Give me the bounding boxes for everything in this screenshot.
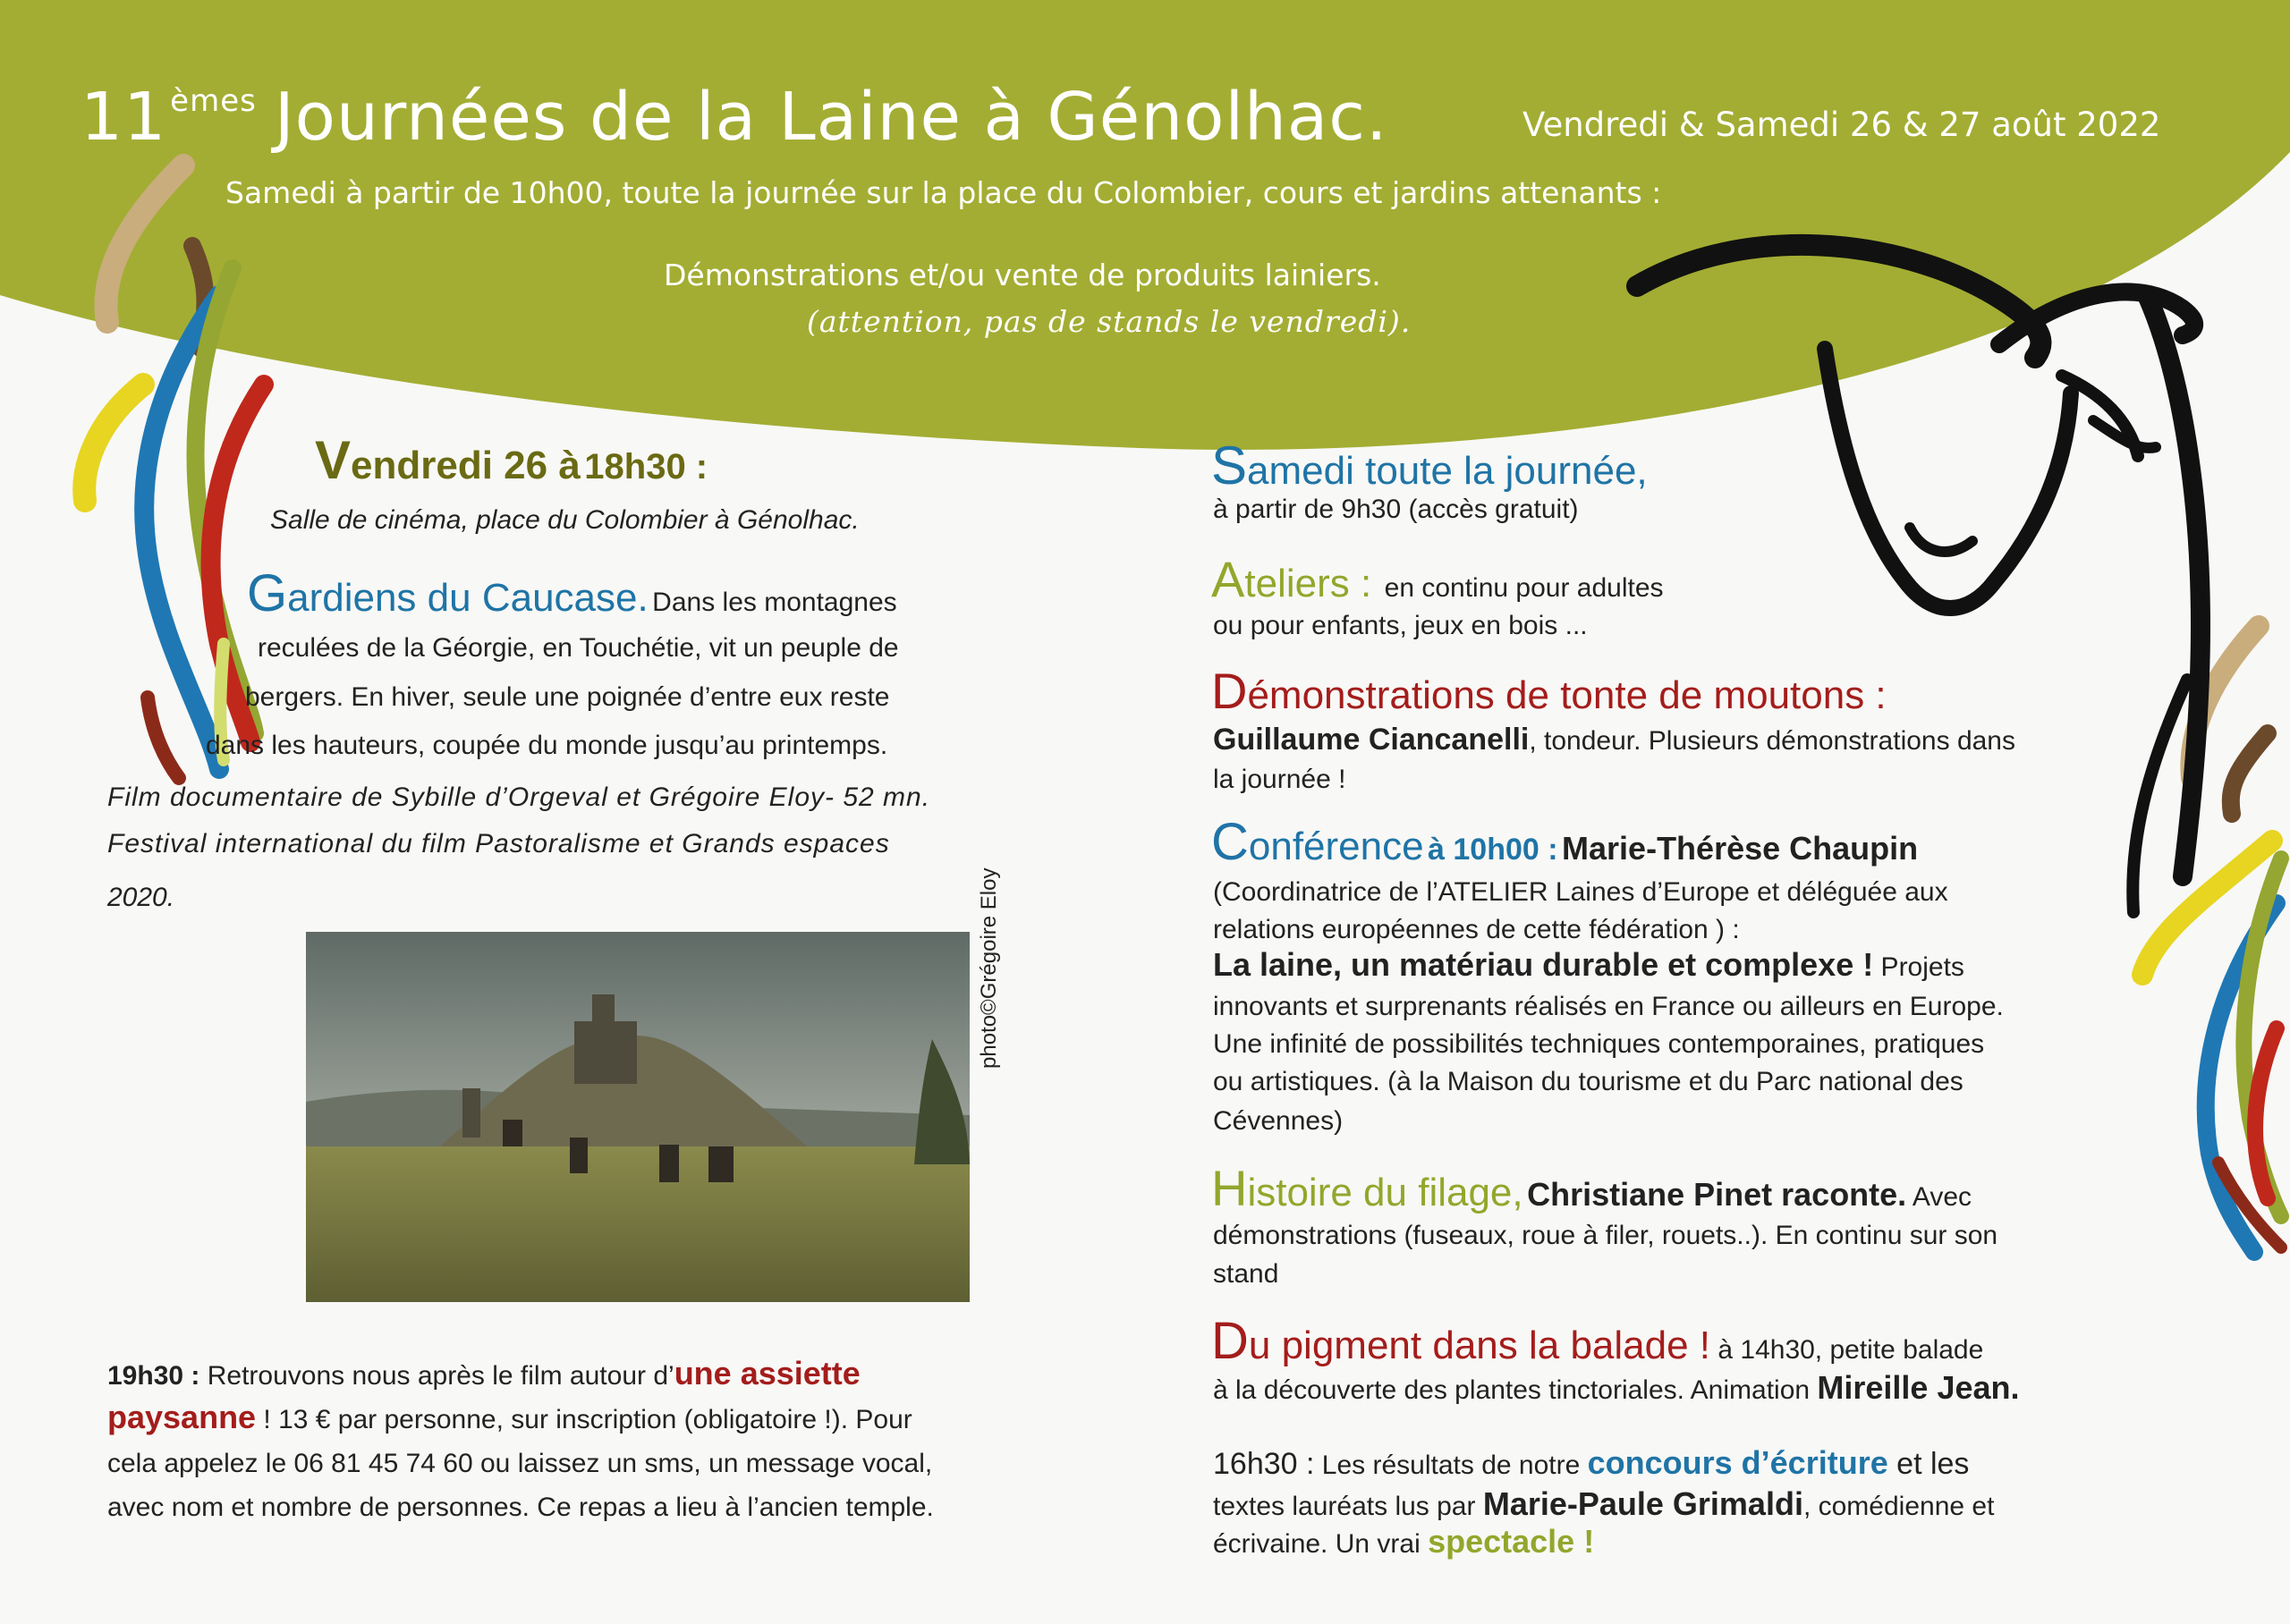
conference-subject: La laine, un matériau durable et complexe ! Projets bbox=[1213, 946, 1964, 983]
friday-note: (attention, pas de stands le vendredi). bbox=[807, 304, 1412, 339]
final-line-1: 16h30 : Les résultats de notre concours d’écriture et les bbox=[1213, 1444, 1970, 1481]
film-desc-line: reculées de la Géorgie, en Touchétie, vit un peuple de bbox=[258, 633, 899, 663]
photo-credit: photo©Grégoire Eloy bbox=[977, 867, 1001, 1069]
saturday-access: à partir de 9h30 (accès gratuit) bbox=[1213, 495, 1579, 524]
history-heading: Histoire du filage, Christiane Pinet raconte. Avec bbox=[1211, 1160, 1972, 1216]
dinner-block: 19h30 : Retrouvons nous après le film autour d’une assiette paysanne ! 13 € par personne, sur inscription (obligatoire !). Pour cela appelez le 06 81 45 74 60 ou laissez un sms, un message vocal, avec nom et nombre de personnes. Ce repas a lieu à l’ancien temple. bbox=[107, 1355, 934, 1522]
conference-desc: ou artistiques. (à la Maison du tourisme et du Parc national des bbox=[1213, 1067, 1963, 1096]
conference-desc: innovants et surprenants réalisés en France ou ailleurs en Europe. bbox=[1213, 992, 2004, 1021]
header-arc bbox=[0, 0, 2290, 450]
pigment-desc: à la découverte des plantes tinctoriales. Animation Mireille Jean. bbox=[1213, 1369, 2020, 1406]
edition-number: 11 bbox=[81, 79, 167, 156]
film-desc-line: dans les hauteurs, coupée du monde jusqu’au printemps. bbox=[206, 731, 888, 760]
conference-desc: (Coordinatrice de l’ATELIER Laines d’Europe et déléguée aux bbox=[1213, 877, 1948, 907]
demo-heading: Démonstrations de tonte de moutons : bbox=[1211, 663, 1887, 719]
film-photo bbox=[306, 932, 970, 1302]
conference-desc: relations européennes de cette fédération ) : bbox=[1213, 915, 1740, 944]
final-line-2: textes lauréats lus par Marie-Paule Grimaldi, comédienne et bbox=[1213, 1485, 1995, 1522]
demo-desc-2: la journée ! bbox=[1213, 765, 1346, 794]
friday-heading: Vendredi 26 à 18h30 : bbox=[315, 430, 708, 490]
saturday-heading: Samedi toute la journée, bbox=[1211, 436, 1648, 495]
demos-info: Démonstrations et/ou vente de produits lainiers. bbox=[664, 258, 1381, 292]
edition-suffix: èmes bbox=[170, 83, 257, 119]
film-festival: Festival international du film Pastoralisme et Grands espaces bbox=[107, 829, 890, 859]
event-dates: Vendredi & Samedi 26 & 27 août 2022 bbox=[1522, 106, 2161, 144]
event-title bbox=[81, 79, 1387, 156]
film-credits: Film documentaire de Sybille d’Orgeval et Grégoire Eloy- 52 mn. bbox=[107, 782, 931, 812]
conference-desc: Cévennes) bbox=[1213, 1106, 1344, 1136]
conference-heading: Conférence à 10h00 : Marie-Thérèse Chaupin bbox=[1211, 813, 1919, 871]
demo-desc: Guillaume Ciancanelli, tondeur. Plusieurs démonstrations dans bbox=[1213, 723, 2015, 757]
pigment-heading: Du pigment dans la balade ! à 14h30, petite balade bbox=[1211, 1312, 1984, 1370]
saturday-info: Samedi à partir de 10h00, toute la journée sur la place du Colombier, cours et jardins attenants : bbox=[225, 175, 1662, 210]
film-year: 2020. bbox=[107, 883, 175, 912]
title-text: Journées de la Laine à Génolhac. bbox=[274, 79, 1388, 156]
conference-desc: Une infinité de possibilités techniques contemporaines, pratiques bbox=[1213, 1029, 1985, 1059]
film-title-line: Gardiens du Caucase. Dans les montagnes bbox=[247, 564, 897, 622]
ateliers-line: Ateliers : en continu pour adultes bbox=[1211, 551, 1664, 607]
film-desc-line: bergers. En hiver, seule une poignée d’entre eux reste bbox=[245, 682, 890, 712]
history-desc: stand bbox=[1213, 1259, 1279, 1289]
history-desc: démonstrations (fuseaux, roue à filer, rouets..). En continu sur son bbox=[1213, 1221, 1998, 1250]
friday-venue: Salle de cinéma, place du Colombier à Génolhac. bbox=[270, 505, 860, 535]
right-wool-ribbons-icon bbox=[2142, 626, 2281, 1252]
ateliers-desc: ou pour enfants, jeux en bois ... bbox=[1213, 611, 1588, 640]
final-line-3: écrivaine. Un vrai spectacle ! bbox=[1213, 1523, 1595, 1560]
